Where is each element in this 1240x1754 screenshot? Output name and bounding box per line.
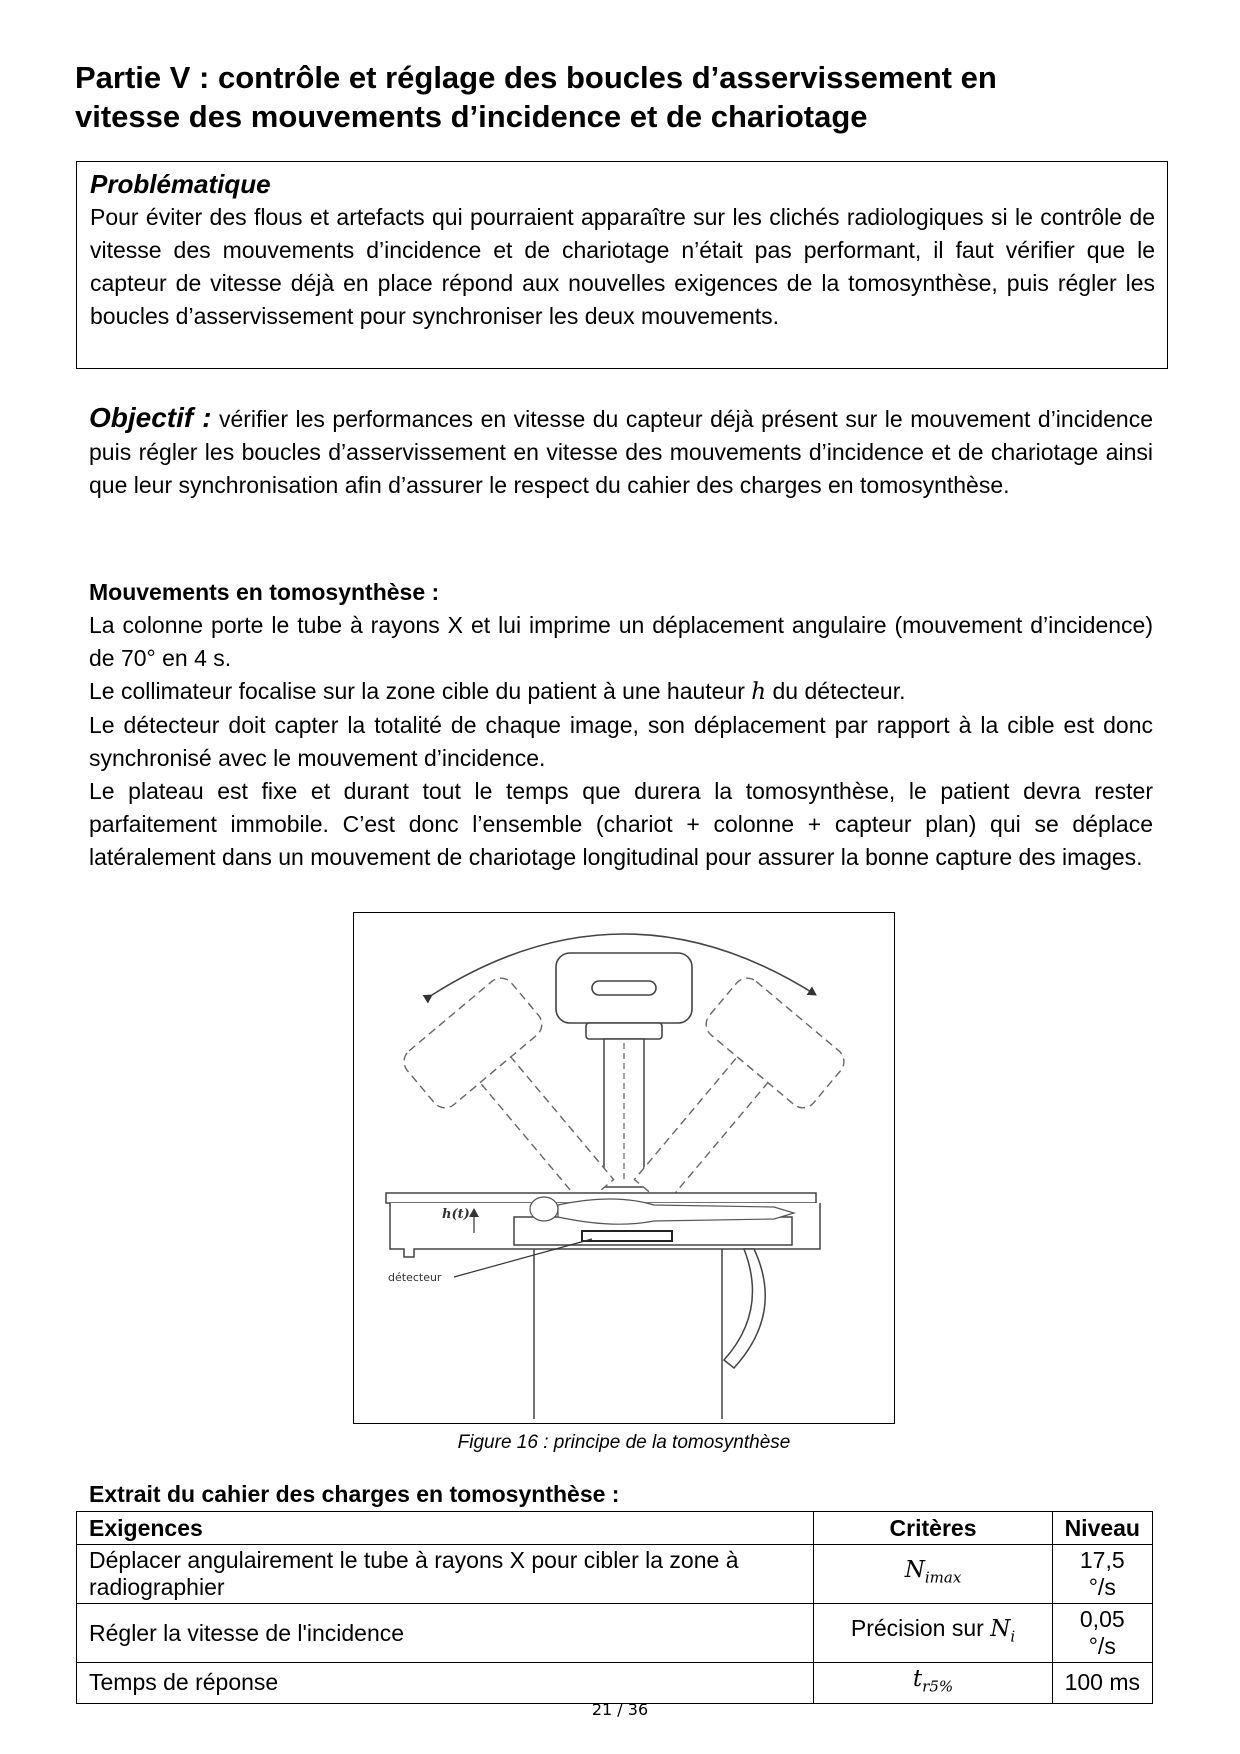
row-exigence: Déplacer angulairement le tube à rayons X pour cibler la zone à radiographier — [77, 1545, 814, 1604]
critere-symbol: $t_{r5\%}$ — [912, 1666, 954, 1696]
tomosynthesis-figure — [353, 912, 895, 1424]
row-exigence: Temps de réponse — [77, 1663, 814, 1704]
figure-caption: Figure 16 : principe de la tomosynthèse — [457, 1432, 791, 1453]
critere-prefix: Précision sur — [850, 1615, 991, 1642]
header-niveau: Niveau — [1052, 1512, 1152, 1545]
table-row — [77, 1663, 1153, 1704]
critere-symbol: $N_i$ — [990, 1616, 1016, 1646]
title-line-2: vitesse des mouvements d’incidence et de chariotage — [75, 99, 868, 134]
problematique-text: Pour éviter des flous et artefacts qui pourraient apparaître sur les clichés radiologiques si le contrôle de vitesse des mouvements d’incidence et de chariotage n’était pas performant, il faut vérifier que le capteur de vitesse déjà en place répond aux nouvelles exigences de la tomosynthèse, puis régler les boucles d’asservissement pour synchroniser les deux mouvements. — [90, 204, 1155, 329]
row-niveau: 17,5 °/s — [1052, 1545, 1152, 1604]
row-critere — [814, 1663, 1052, 1704]
mouvements-heading: Mouvements en tomosynthèse : — [89, 579, 440, 605]
table-row — [77, 1604, 1153, 1663]
problematique-heading: Problématique — [90, 169, 271, 199]
detector — [582, 1231, 672, 1241]
chariot-base — [534, 1249, 765, 1419]
row-critere — [814, 1604, 1052, 1663]
mouvements-paragraph-3: Le détecteur doit capter la totalité de chaque image, son déplacement par rapport à la cible est donc synchronisé avec le mouvement d’incidence. — [89, 712, 1153, 771]
label-detecteur: détecteur — [388, 1271, 442, 1284]
row-niveau: 100 ms — [1052, 1663, 1152, 1704]
variable-h: h — [751, 679, 767, 705]
page-number: 21 / 36 — [591, 1700, 649, 1719]
title-line-1: Partie V : contrôle et réglage des boucles d’asservissement en — [75, 60, 997, 95]
row-critere — [814, 1545, 1052, 1604]
specs-table — [76, 1511, 1153, 1704]
p2-text-after: du détecteur. — [766, 678, 906, 704]
row-exigence: Régler la vitesse de l'incidence — [77, 1604, 814, 1663]
row-niveau: 0,05 °/s — [1052, 1604, 1152, 1663]
column — [604, 1039, 644, 1187]
objectif-paragraph — [89, 401, 1153, 502]
table-heading: Extrait du cahier des charges en tomosynthèse : — [89, 1481, 620, 1507]
label-h-t: h(t) — [442, 1207, 470, 1222]
problematique-box — [76, 161, 1168, 369]
mouvements-paragraph-1: La colonne porte le tube à rayons X et lui imprime un déplacement angulaire (mouvement d’incidence) de 70° en 4 s. — [89, 612, 1153, 671]
page-title — [75, 58, 1175, 136]
mouvements-paragraph-4: Le plateau est fixe et durant tout le temps que durera la tomosynthèse, le patient devra rester parfaitement immobile. C’est donc l’ensemble (chariot + colonne + capteur plan) qui se déplace latéralement dans un mouvement de chariotage longitudinal pour assurer la bonne capture des images. — [89, 778, 1153, 870]
header-exigences: Exigences — [77, 1512, 814, 1545]
critere-symbol: $N_{imax}$ — [904, 1557, 962, 1587]
table-row — [77, 1545, 1153, 1604]
mouvements-section — [89, 576, 1153, 874]
header-criteres: Critères — [814, 1512, 1052, 1545]
mouvements-paragraph-2 — [89, 675, 1153, 709]
xray-tube-center — [556, 953, 692, 1039]
tomosynthesis-diagram — [354, 913, 894, 1423]
p2-text-before: Le collimateur focalise sur la zone cible du patient à une hauteur — [89, 678, 752, 704]
table-header-row — [77, 1512, 1153, 1545]
objectif-text: vérifier les performances en vitesse du capteur déjà présent sur le mouvement d’incidence puis régler les boucles d’asservissement en vitesse des mouvements d’incidence et de chariotage ainsi que leur synchronisation afin d’assurer le respect du cahier des charges en tomosynthèse. — [89, 406, 1153, 498]
objectif-label: Objectif : — [89, 402, 212, 433]
